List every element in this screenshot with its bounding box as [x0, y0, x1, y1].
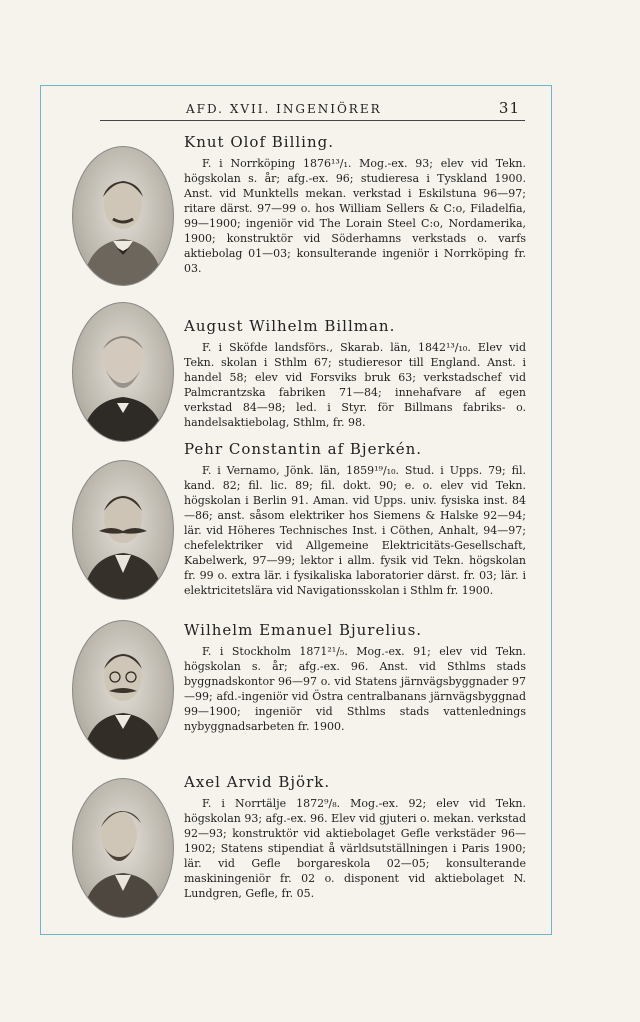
- portrait-photo: [72, 778, 174, 918]
- section-title: AFD. XVII. INGENIÖRER: [186, 102, 382, 116]
- header-rule: [100, 120, 525, 121]
- person-biography: F. i Norrtälje 1872⁹/₈. Mog.-ex. 92; elev vid Tekn. högskolan 93; afg.-ex. 96. Elev vid gjuteri o. mekan. verkstad 92—93; konstruktör vid aktiebolaget Gefle verkstäder 96—1902; Statens stipendiat å världsutställningen i Paris 1900; lär. vid Gefle borgareskola 02—05; konsulterande maskiningeniör fr. 02 o. disponent vid aktiebolaget N. Lundgren, Gefle, fr. 05.: [184, 797, 526, 900]
- person-name: Pehr Constantin af Bjerkén.: [184, 440, 423, 458]
- person-biography: F. i Stockholm 1871²¹/₅. Mog.-ex. 91; elev vid Tekn. högskolan s. år; afg.-ex. 96. Anst. vid Sthlms stads byggnadskontor 96—97 o. vid Statens järnvägsbyggnader 97—99; afd.-ingeniör vid Östra centralbanans järnvägsbyggnad 99—1900; ingeniör vid Sthlms stads vattenlednings nybyggnadsarbeten fr. 1900.: [184, 645, 526, 733]
- person-biography: F. i Norrköping 1876¹³/₁. Mog.-ex. 93; elev vid Tekn. högskolan s. år; afg.-ex. 96; studieresa i Tyskland 1900. Anst. vid Munktells mekan. verkstad i Eskilstuna 96—97; ritare därst. 97—99 o. hos William Sellers & C:o, Filadelfia, 99—1900; ingeniör vid The Lorain Steel C:o, Nordamerika, 1900; konstruktör vid Söderhamns verkstads o. varfs aktiebolag 01—03; konsulterande ingeniör i Norrköping fr. 03.: [184, 157, 526, 275]
- portrait-photo: [72, 620, 174, 760]
- page-number: 31: [498, 99, 520, 117]
- portrait-photo: [72, 460, 174, 600]
- person-name: Knut Olof Billing.: [184, 133, 335, 151]
- person-biography: F. i Sköfde landsförs., Skarab. län, 1842¹³/₁₀. Elev vid Tekn. skolan i Sthlm 67; studieresor till England. Anst. i handel 58; elev vid Forsviks bruk 63; verkstadschef vid Palmcrantzska fabriken 71—84; innehafvare af egen verkstad 84—98; led. i Styr. för Billmans fabriks- o. handelsaktiebolag, Sthlm, fr. 98.: [184, 341, 526, 429]
- person-biography: F. i Vernamo, Jönk. län, 1859¹⁹/₁₀. Stud. i Upps. 79; fil. kand. 82; fil. lic. 89; fil. dokt. 90; e. o. elev vid Tekn. högskolan i Berlin 91. Aman. vid Upps. univ. fysiska inst. 84—86; anst. såsom elektriker hos Siemens & Halske 92—94; lär. vid Höheres Technisches Inst. i Cöthen, Anhalt, 94—97; chefelektriker vid Allgemeine Elektricitäts-Gesellschaft, Kabelwerk, 97—99; lektor i allm. fysik vid Tekn. högskolan fr. 99 o. extra lär. i fysikaliska laboratorier därst. fr. 03; lär. i elektricitetslära vid Navigationsskolan i Sthlm fr. 1900.: [184, 464, 526, 597]
- portrait-photo: [72, 146, 174, 286]
- person-name: August Wilhelm Billman.: [184, 317, 396, 335]
- person-name: Wilhelm Emanuel Bjurelius.: [184, 621, 423, 639]
- person-name: Axel Arvid Björk.: [184, 773, 331, 791]
- portrait-photo: [72, 302, 174, 442]
